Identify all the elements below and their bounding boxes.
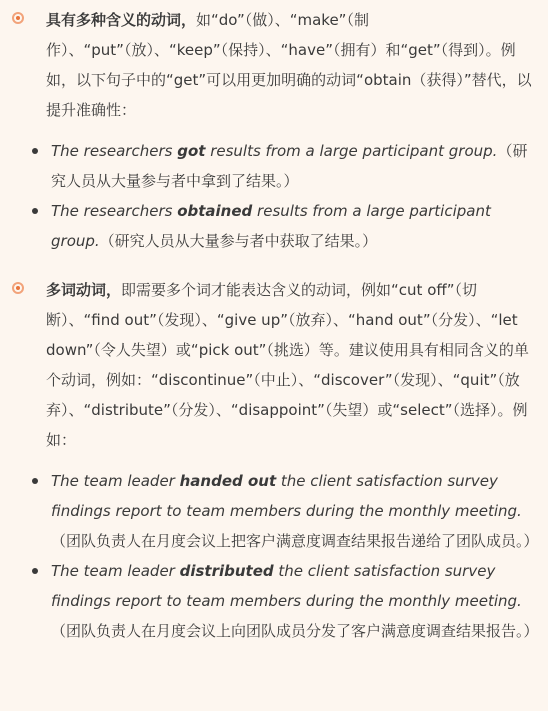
example-translation: （研究人员从大量参与者中获取了结果。） xyxy=(99,232,378,250)
bullet-dot-icon xyxy=(32,208,38,214)
section2-example-list xyxy=(0,466,548,646)
orange-bullet-icon xyxy=(12,282,24,294)
example-translation: （团队负责人在月度会议上把客户满意度调查结果报告递给了团队成员。） xyxy=(51,532,539,550)
example-sentence: The researchers obtained results from a large participant group. xyxy=(51,202,491,250)
highlighted-verb: got xyxy=(177,142,206,160)
highlighted-verb: distributed xyxy=(179,562,274,580)
section1-lead: 具有多种含义的动词， xyxy=(46,11,197,29)
section1-paragraph xyxy=(46,5,540,125)
section2-body: 即需要多个词才能表达含义的动词，例如“cut off”（切断）、“find out”（发现）、“give up”（放弃）、“hand out”（分发）、“let down”（令人失望）或“pick out”（挑选）等。建议使用具有相同含义的单个动词，例如：“discontinue”（中止）、“discover”（发现）、“quit”（放弃）、“distribute”（分发）、“disappoint”（失望）或“select”（选择）。例如： xyxy=(46,281,529,449)
example-translation: （团队负责人在月度会议上向团队成员分发了客户满意度调查结果报告。） xyxy=(51,622,539,640)
orange-bullet-icon xyxy=(12,12,24,24)
list-item xyxy=(0,196,548,256)
highlighted-verb: handed out xyxy=(179,472,277,490)
highlighted-verb: obtained xyxy=(177,202,253,220)
list-item xyxy=(0,556,548,646)
list-item xyxy=(0,466,548,556)
example-sentence: The researchers got results from a large participant group. xyxy=(51,142,498,160)
section1-body: 如“do”（做）、“make”（制作）、“put”（放）、“keep”（保持）、“have”（拥有）和“get”（得到）。例如，以下句子中的“get”可以用更加明确的动词“obtain（获得）”替代，以提升准确性： xyxy=(46,11,532,119)
bullet-dot-icon xyxy=(32,568,38,574)
example-translation: （研究人员从大量参与者中拿到了结果。） xyxy=(51,142,528,190)
section2-paragraph xyxy=(46,275,540,455)
bullet-dot-icon xyxy=(32,478,38,484)
section2-lead: 多词动词， xyxy=(46,281,122,299)
example-sentence: The team leader distributed the client satisfaction survey findings report to team members during the monthly meeting. xyxy=(51,562,522,610)
bullet-dot-icon xyxy=(32,148,38,154)
section1-example-list xyxy=(0,136,548,256)
example-sentence: The team leader handed out the client satisfaction survey findings report to team members during the monthly meeting. xyxy=(51,472,522,520)
list-item xyxy=(0,136,548,196)
